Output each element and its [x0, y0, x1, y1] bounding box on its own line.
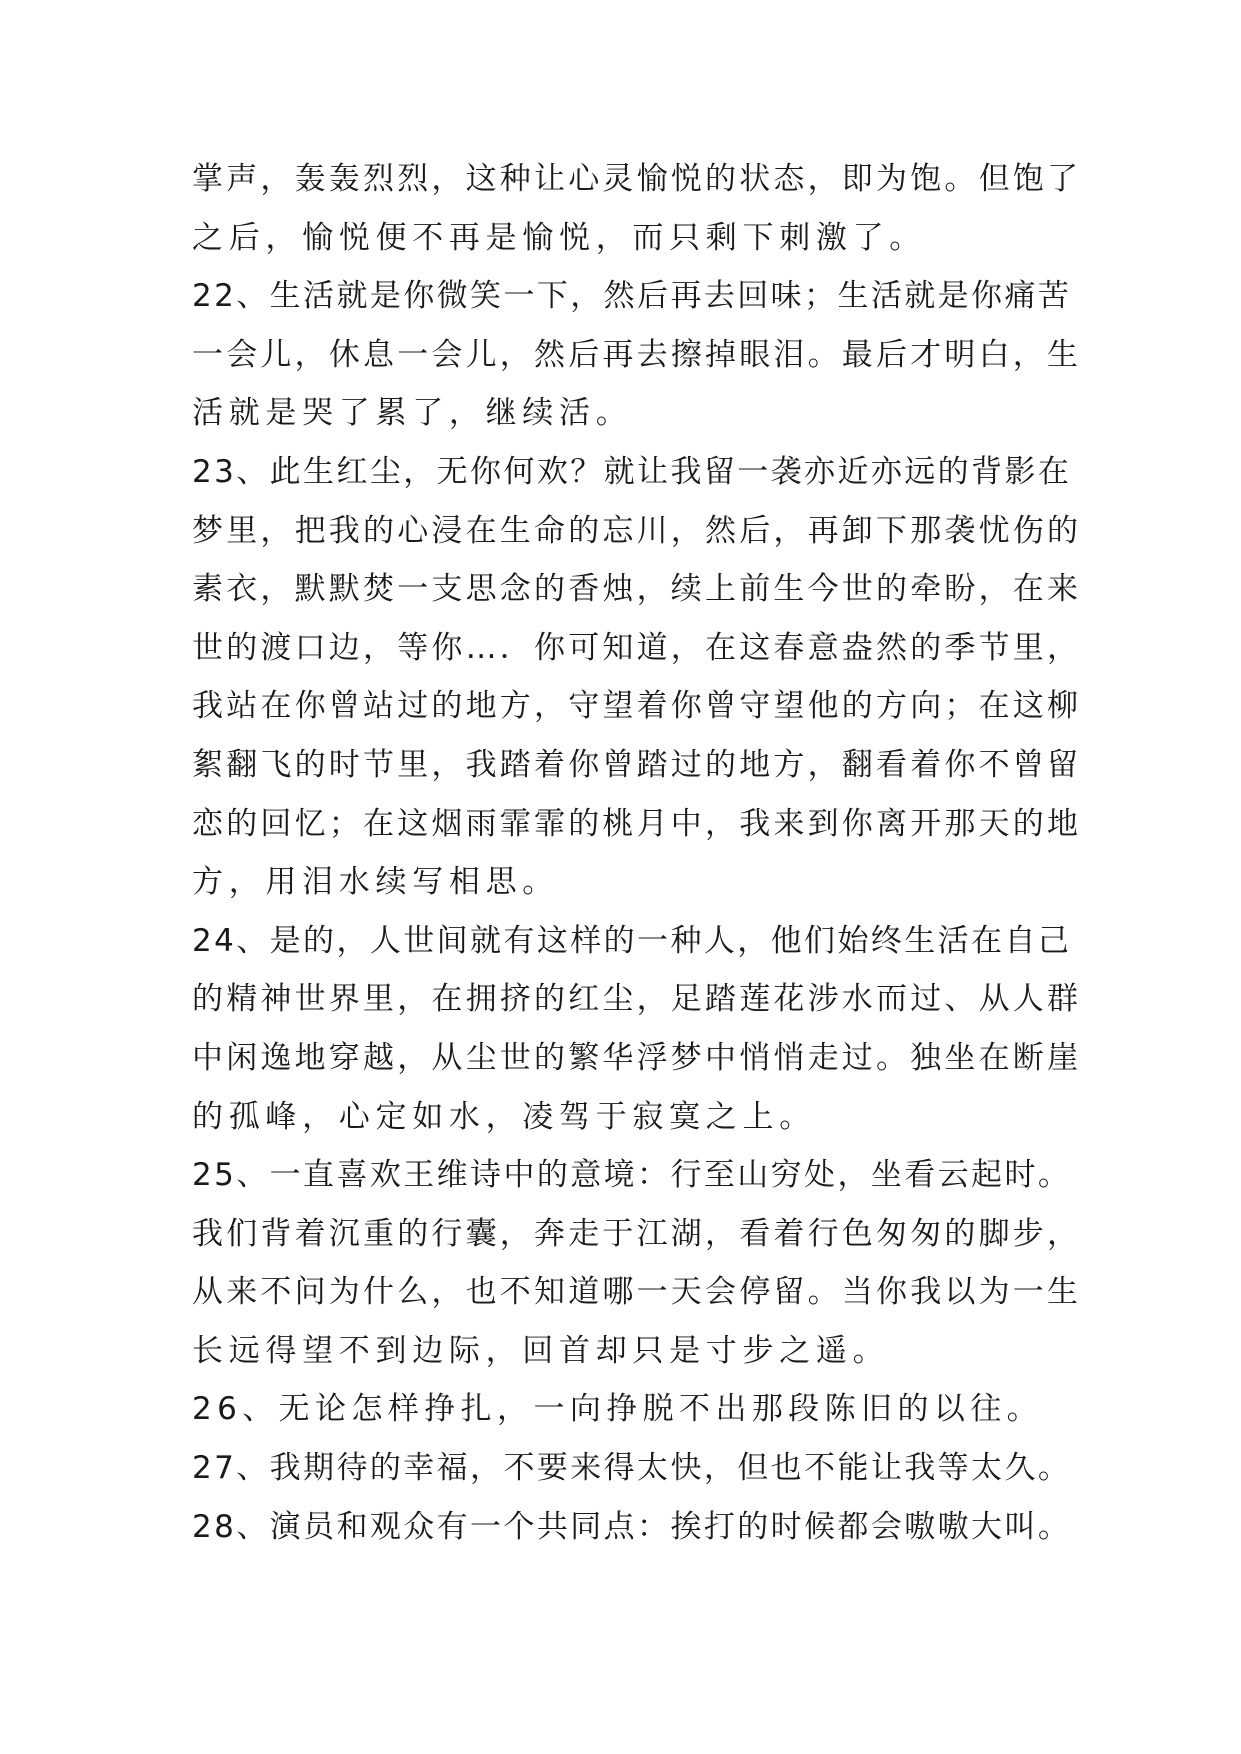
text-line: 的孤峰，心定如水，凌驾于寂寞之上。 [192, 1098, 816, 1135]
text-line: 絮翻飞的时节里，我踏着你曾踏过的地方，翻看着你不曾留 [192, 746, 1082, 783]
text-line: 长远得望不到边际，回首却只是寸步之遥。 [192, 1332, 890, 1369]
text-line: 恋的回忆；在这烟雨霏霏的桃月中，我来到你离开那天的地 [192, 805, 1082, 842]
text-line: 我站在你曾站过的地方，守望着你曾守望他的方向；在这柳 [192, 688, 1082, 725]
text-line: 23、此生红尘，无你何欢？就让我留一袭亦近亦远的背影在 [192, 453, 1072, 490]
text-line: 世的渡口边，等你…．你可知道，在这春意盎然的季节里， [192, 629, 1082, 666]
text-line: 之后，愉悦便不再是愉悦，而只剩下刺激了。 [192, 219, 926, 256]
text-line: 方，用泪水续写相思。 [192, 864, 559, 901]
text-line: 26、无论怎样挣扎，一向挣脱不出那段陈旧的以往。 [192, 1391, 1044, 1428]
text-line: 的精神世界里，在拥挤的红尘，足踏莲花涉水而过、从人群 [192, 981, 1082, 1018]
text-line: 素衣，默默焚一支思念的香烛，续上前生今世的牵盼，在来 [192, 571, 1082, 608]
text-line: 24、是的，人世间就有这样的一种人，他们始终生活在自己 [192, 922, 1072, 959]
text-line: 从来不问为什么，也不知道哪一天会停留。当你我以为一生 [192, 1274, 1082, 1311]
text-line: 我们背着沉重的行囊，奔走于江湖，看着行色匆匆的脚步， [192, 1215, 1082, 1252]
text-line: 25、一直喜欢王维诗中的意境：行至山穷处，坐看云起时。 [192, 1157, 1072, 1194]
text-line: 28、演员和观众有一个共同点：挨打的时候都会嗷嗷大叫。 [192, 1508, 1072, 1545]
text-line: 梦里，把我的心浸在生命的忘川，然后，再卸下那袭忧伤的 [192, 512, 1082, 549]
text-line: 中闲逸地穿越，从尘世的繁华浮梦中悄悄走过。独坐在断崖 [192, 1039, 1082, 1076]
text-line: 一会儿，休息一会儿，然后再去擦掉眼泪。最后才明白，生 [192, 336, 1082, 373]
text-line: 22、生活就是你微笑一下，然后再去回味；生活就是你痛苦 [192, 278, 1072, 315]
body-text [192, 150, 1082, 1556]
text-line: 掌声，轰轰烈烈，这种让心灵愉悦的状态，即为饱。但饱了 [192, 161, 1082, 197]
text-line: 活就是哭了累了，继续活。 [192, 395, 633, 432]
text-line: 27、我期待的幸福，不要来得太快，但也不能让我等太久。 [192, 1450, 1072, 1487]
